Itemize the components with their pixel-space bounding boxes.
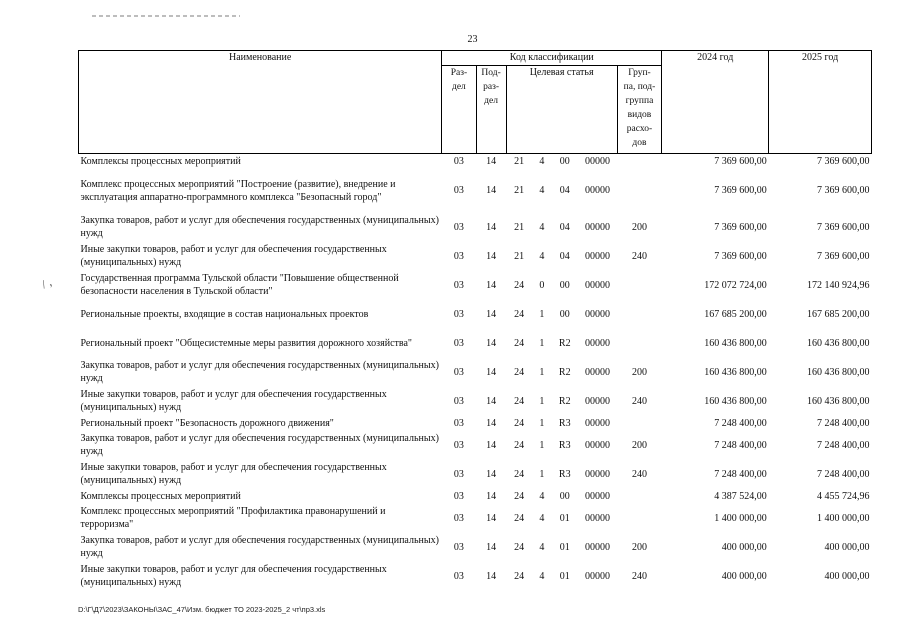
- table-row: [79, 169, 872, 213]
- row-razdel: 03: [453, 468, 464, 480]
- row-amount-2024: 160 436 800,00: [704, 395, 767, 407]
- page-number: 23: [467, 34, 478, 45]
- row-amount-2024: 167 685 200,00: [704, 308, 767, 320]
- row-amount-2025: 7 248 400,00: [817, 468, 870, 480]
- row-target-type: 4: [539, 250, 545, 262]
- table-body: [79, 154, 872, 591]
- row-target-program: 24: [514, 337, 525, 349]
- table-row: [79, 489, 872, 504]
- row-amount-2024: 7 369 600,00: [714, 185, 767, 196]
- table-row: [79, 154, 872, 169]
- row-podrazdel: 14: [486, 439, 497, 451]
- row-razdel: 03: [453, 570, 464, 582]
- header-target: Целевая статья: [506, 66, 617, 154]
- row-target-program: 24: [514, 570, 525, 582]
- row-name: Комплекс процессных мероприятий "Построение (развитие), внедрение и эксплуатация аппаратно-программного комплекса "Безопасный город": [80, 178, 396, 203]
- row-podrazdel: 14: [486, 468, 497, 480]
- row-target-code: 04: [559, 250, 570, 262]
- table-row: [79, 562, 872, 591]
- row-name: Закупка товаров, работ и услуг для обеспечения государственных (муниципальных) нужд: [80, 535, 439, 559]
- row-target-type: 1: [539, 468, 545, 480]
- row-amount-2025: 4 455 724,96: [817, 490, 870, 502]
- row-razdel: 03: [453, 185, 464, 196]
- row-amount-2025: 7 369 600,00: [817, 185, 870, 196]
- row-target-code: 04: [559, 221, 570, 233]
- row-name: Иные закупки товаров, работ и услуг для обеспечения государственных (муниципальных) нужд: [80, 389, 387, 413]
- row-podrazdel: 14: [486, 512, 497, 524]
- row-razdel: 03: [453, 490, 464, 502]
- row-podrazdel: 14: [486, 337, 497, 349]
- row-podrazdel: 14: [486, 395, 497, 407]
- row-target-program: 24: [514, 468, 525, 480]
- header-group: Груп- па, под- группа видов расхо- дов: [617, 66, 662, 154]
- table-row: [79, 533, 872, 562]
- table-row: [79, 242, 872, 271]
- row-expense-group: 200: [631, 221, 647, 233]
- table-row: [79, 504, 872, 533]
- table-row: [79, 387, 872, 416]
- table-row: [79, 416, 872, 431]
- table-row: [79, 431, 872, 460]
- row-target-type: 4: [539, 221, 545, 233]
- row-target-direction: 00000: [584, 490, 610, 502]
- row-target-program: 24: [514, 439, 525, 451]
- row-expense-group: 240: [631, 250, 647, 262]
- row-target-type: 4: [539, 541, 545, 553]
- row-expense-group: 240: [631, 468, 647, 480]
- row-target-direction: 00000: [584, 570, 610, 582]
- row-target-code: 00: [559, 155, 570, 167]
- row-amount-2024: 7 369 600,00: [714, 250, 767, 262]
- row-target-program: 21: [514, 221, 525, 233]
- row-amount-2024: 160 436 800,00: [704, 366, 767, 378]
- row-razdel: 03: [453, 439, 464, 451]
- row-amount-2024: 7 248 400,00: [714, 468, 767, 480]
- row-target-code: R3: [558, 468, 571, 480]
- row-target-code: 01: [559, 512, 570, 524]
- row-podrazdel: 14: [486, 250, 497, 262]
- row-expense-group: [617, 169, 662, 213]
- row-name: Закупка товаров, работ и услуг для обеспечения государственных (муниципальных) нужд: [80, 215, 439, 239]
- file-path-footer: D:\Г\Д7\2023\ЗАКОНЫ\ЗАС_47\Изм. бюджет ТО 2023-2025_2 чт\пр3.xls: [78, 605, 326, 614]
- row-podrazdel: 14: [486, 417, 497, 429]
- row-target-code: R3: [558, 417, 571, 429]
- row-target-code: 01: [559, 570, 570, 582]
- row-target-type: 4: [539, 512, 545, 524]
- row-podrazdel: 14: [486, 279, 497, 291]
- table-row: [79, 213, 872, 242]
- row-target-program: 24: [514, 395, 525, 407]
- row-target-direction: 00000: [584, 366, 610, 378]
- row-target-program: 21: [514, 185, 525, 196]
- row-podrazdel: 14: [486, 308, 497, 320]
- row-target-direction: 00000: [584, 337, 610, 349]
- row-name: Комплекс процессных мероприятий "Профилактика правонарушений и терроризма": [80, 506, 386, 530]
- row-target-code: 04: [559, 185, 570, 196]
- row-target-type: 1: [539, 308, 545, 320]
- row-target-direction: 00000: [584, 512, 610, 524]
- row-name: Иные закупки товаров, работ и услуг для обеспечения государственных (муниципальных) нужд: [80, 244, 387, 268]
- row-amount-2024: 7 369 600,00: [714, 155, 767, 167]
- table-header: [79, 51, 872, 154]
- row-target-program: 24: [514, 279, 525, 291]
- row-name: Комплексы процессных мероприятий: [80, 155, 241, 167]
- row-podrazdel: 14: [486, 490, 497, 502]
- table-row: [79, 271, 872, 300]
- row-expense-group: 240: [631, 395, 647, 407]
- row-target-direction: 00000: [584, 395, 610, 407]
- table-row: [79, 329, 872, 358]
- row-target-program: 24: [514, 417, 525, 429]
- row-name: Закупка товаров, работ и услуг для обеспечения государственных (муниципальных) нужд: [80, 360, 439, 384]
- row-amount-2024: 7 248 400,00: [714, 439, 767, 451]
- row-razdel: 03: [453, 250, 464, 262]
- table-row: [79, 460, 872, 489]
- row-target-direction: 00000: [584, 308, 610, 320]
- row-amount-2024: 400 000,00: [721, 541, 767, 553]
- table-row: [79, 300, 872, 329]
- row-amount-2025: 1 400 000,00: [817, 512, 870, 524]
- row-amount-2024: 4 387 524,00: [714, 490, 767, 502]
- row-expense-group: [617, 504, 662, 533]
- row-target-direction: 00000: [584, 417, 610, 429]
- header-subsection: Под- раз- дел: [476, 66, 506, 154]
- row-target-code: 00: [559, 279, 570, 291]
- row-target-direction: 00000: [584, 185, 610, 196]
- row-target-type: 1: [539, 395, 545, 407]
- row-name: Государственная программа Тульской области "Повышение общественной безопасности населения в Тульской области": [80, 273, 399, 297]
- row-target-code: 00: [559, 308, 570, 320]
- row-amount-2024: 160 436 800,00: [704, 337, 767, 349]
- row-target-program: 21: [514, 155, 525, 167]
- row-target-direction: 00000: [584, 541, 610, 553]
- row-razdel: 03: [453, 395, 464, 407]
- row-amount-2025: 7 369 600,00: [817, 155, 870, 167]
- row-podrazdel: 14: [486, 570, 497, 582]
- row-amount-2025: 7 248 400,00: [817, 417, 870, 429]
- margin-handwritten-mark: / ,: [39, 274, 54, 292]
- row-podrazdel: 14: [486, 366, 497, 378]
- row-target-program: 24: [514, 541, 525, 553]
- row-expense-group: [617, 416, 662, 431]
- row-expense-group: [617, 489, 662, 504]
- row-target-direction: 00000: [584, 439, 610, 451]
- header-2024: 2024 год: [662, 51, 769, 154]
- row-expense-group: [617, 154, 662, 169]
- row-expense-group: [617, 300, 662, 329]
- scan-smudge: [92, 15, 240, 17]
- row-podrazdel: 14: [486, 185, 497, 196]
- row-expense-group: 200: [631, 439, 647, 451]
- row-amount-2025: 160 436 800,00: [807, 337, 870, 349]
- header-section: Раз- дел: [442, 66, 476, 154]
- row-expense-group: 240: [631, 570, 647, 582]
- row-target-type: 4: [539, 185, 545, 196]
- row-amount-2025: 400 000,00: [824, 541, 870, 553]
- row-razdel: 03: [453, 308, 464, 320]
- row-target-code: R2: [558, 366, 571, 378]
- row-razdel: 03: [453, 221, 464, 233]
- row-amount-2025: 7 248 400,00: [817, 439, 870, 451]
- header-name: Наименование: [79, 51, 442, 154]
- row-razdel: 03: [453, 155, 464, 167]
- row-razdel: 03: [453, 417, 464, 429]
- row-expense-group: [617, 329, 662, 358]
- row-target-code: R2: [558, 337, 571, 349]
- table-row: [79, 358, 872, 387]
- row-razdel: 03: [453, 366, 464, 378]
- row-podrazdel: 14: [486, 541, 497, 553]
- row-target-type: 4: [539, 570, 545, 582]
- row-target-type: 0: [539, 279, 545, 291]
- row-amount-2025: 7 369 600,00: [817, 250, 870, 262]
- row-target-type: 4: [539, 155, 545, 167]
- row-target-code: R2: [558, 395, 571, 407]
- row-expense-group: 200: [631, 366, 647, 378]
- row-target-type: 1: [539, 337, 545, 349]
- row-name: Региональные проекты, входящие в состав национальных проектов: [80, 308, 369, 320]
- row-name: Комплексы процессных мероприятий: [80, 490, 241, 502]
- row-target-type: 1: [539, 439, 545, 451]
- row-amount-2025: 167 685 200,00: [807, 308, 870, 320]
- row-amount-2025: 172 140 924,96: [807, 279, 870, 291]
- budget-table: [78, 50, 872, 591]
- row-razdel: 03: [453, 337, 464, 349]
- row-target-program: 24: [514, 366, 525, 378]
- row-target-direction: 00000: [584, 250, 610, 262]
- row-podrazdel: 14: [486, 221, 497, 233]
- row-target-code: 00: [559, 490, 570, 502]
- row-expense-group: 200: [631, 541, 647, 553]
- row-target-type: 1: [539, 366, 545, 378]
- row-target-type: 4: [539, 490, 545, 502]
- row-amount-2024: 7 248 400,00: [714, 417, 767, 429]
- row-target-code: 01: [559, 541, 570, 553]
- row-name: Региональный проект "Безопасность дорожного движения": [80, 417, 334, 429]
- row-target-program: 24: [514, 490, 525, 502]
- row-amount-2024: 1 400 000,00: [714, 512, 767, 524]
- row-target-direction: 00000: [584, 279, 610, 291]
- row-amount-2024: 400 000,00: [721, 570, 767, 582]
- row-name: Иные закупки товаров, работ и услуг для обеспечения государственных (муниципальных) нужд: [80, 462, 387, 486]
- row-amount-2025: 160 436 800,00: [807, 366, 870, 378]
- row-target-code: R3: [558, 439, 571, 451]
- row-razdel: 03: [453, 279, 464, 291]
- row-target-program: 24: [514, 308, 525, 320]
- row-amount-2025: 160 436 800,00: [807, 395, 870, 407]
- row-target-direction: 00000: [584, 468, 610, 480]
- row-name: Иные закупки товаров, работ и услуг для обеспечения государственных (муниципальных) нужд: [80, 564, 387, 588]
- row-amount-2025: 400 000,00: [824, 570, 870, 582]
- row-razdel: 03: [453, 541, 464, 553]
- row-podrazdel: 14: [486, 155, 497, 167]
- row-target-direction: 00000: [584, 155, 610, 167]
- row-amount-2024: 172 072 724,00: [704, 279, 767, 291]
- header-2025: 2025 год: [769, 51, 872, 154]
- row-amount-2024: 7 369 600,00: [714, 221, 767, 233]
- row-target-direction: 00000: [584, 221, 610, 233]
- row-amount-2025: 7 369 600,00: [817, 221, 870, 233]
- row-razdel: 03: [453, 512, 464, 524]
- row-target-program: 21: [514, 250, 525, 262]
- row-name: Закупка товаров, работ и услуг для обеспечения государственных (муниципальных) нужд: [80, 433, 439, 457]
- row-target-type: 1: [539, 417, 545, 429]
- row-target-program: 24: [514, 512, 525, 524]
- row-name: Региональный проект "Общесистемные меры развития дорожного хозяйства": [80, 337, 412, 349]
- header-code: Код классификации: [442, 51, 662, 66]
- row-expense-group: [617, 271, 662, 300]
